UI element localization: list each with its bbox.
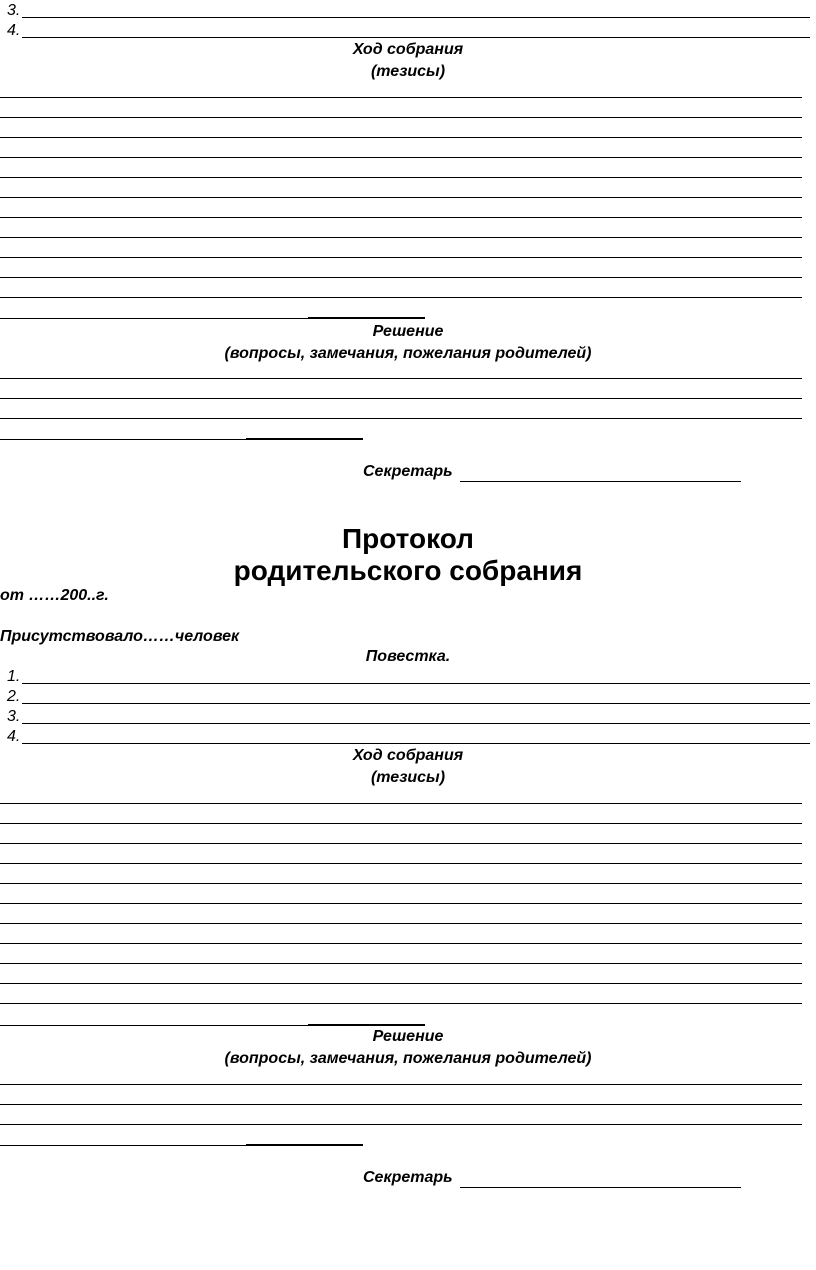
write-line xyxy=(246,438,363,440)
write-line xyxy=(0,418,802,419)
protocol-title: Протокол xyxy=(342,523,474,554)
decision-subtitle: (вопросы, замечания, пожелания родителей) xyxy=(224,1050,592,1067)
agenda-line xyxy=(22,723,810,724)
write-line xyxy=(0,1145,246,1146)
agenda-number: 4. xyxy=(7,22,21,39)
secretary-label: Секретарь xyxy=(363,463,453,480)
write-line xyxy=(308,317,425,319)
write-line xyxy=(0,157,802,158)
agenda-number: 1. xyxy=(7,668,21,685)
agenda-number: 2. xyxy=(7,688,21,705)
course-title: Ход собрания xyxy=(352,41,464,58)
write-line xyxy=(0,963,802,964)
agenda-number: 3. xyxy=(7,2,21,19)
write-line xyxy=(0,823,802,824)
write-line xyxy=(0,1003,802,1004)
decision-title: Решение xyxy=(372,323,444,340)
course-subtitle: (тезисы) xyxy=(370,769,446,786)
agenda-number: 4. xyxy=(7,728,21,745)
write-line xyxy=(0,983,802,984)
write-line xyxy=(246,1144,363,1146)
write-line xyxy=(0,297,802,298)
agenda-line xyxy=(22,17,810,18)
write-line xyxy=(0,217,802,218)
date-line: от ……200..г. xyxy=(0,587,109,604)
write-line xyxy=(0,398,802,399)
write-line xyxy=(0,943,802,944)
protocol-subtitle: родительского собрания xyxy=(233,555,583,586)
agenda-line xyxy=(22,703,810,704)
agenda-title: Повестка. xyxy=(365,648,451,665)
secretary-label: Секретарь xyxy=(363,1169,453,1186)
write-line xyxy=(0,843,802,844)
write-line xyxy=(0,137,802,138)
write-line xyxy=(0,257,802,258)
agenda-line xyxy=(22,37,810,38)
write-line xyxy=(0,803,802,804)
write-line xyxy=(0,903,802,904)
agenda-line xyxy=(22,683,810,684)
write-line xyxy=(0,923,802,924)
write-line xyxy=(0,863,802,864)
agenda-line xyxy=(22,743,810,744)
attendance-line: Присутствовало……человек xyxy=(0,628,240,645)
write-line xyxy=(0,439,246,440)
write-line xyxy=(0,1025,308,1026)
write-line xyxy=(0,1124,802,1125)
write-line xyxy=(0,1104,802,1105)
write-line xyxy=(308,1024,425,1026)
course-title: Ход собрания xyxy=(352,747,464,764)
write-line xyxy=(0,237,802,238)
write-line xyxy=(0,117,802,118)
write-line xyxy=(0,883,802,884)
decision-title: Решение xyxy=(372,1028,444,1045)
write-line xyxy=(0,197,802,198)
decision-subtitle: (вопросы, замечания, пожелания родителей) xyxy=(224,345,592,362)
agenda-number: 3. xyxy=(7,708,21,725)
write-line xyxy=(0,1084,802,1085)
write-line xyxy=(0,318,308,319)
course-subtitle: (тезисы) xyxy=(370,63,446,80)
write-line xyxy=(0,177,802,178)
write-line xyxy=(0,378,802,379)
secretary-signature-line xyxy=(460,1187,741,1188)
secretary-signature-line xyxy=(460,481,741,482)
write-line xyxy=(0,97,802,98)
write-line xyxy=(0,277,802,278)
